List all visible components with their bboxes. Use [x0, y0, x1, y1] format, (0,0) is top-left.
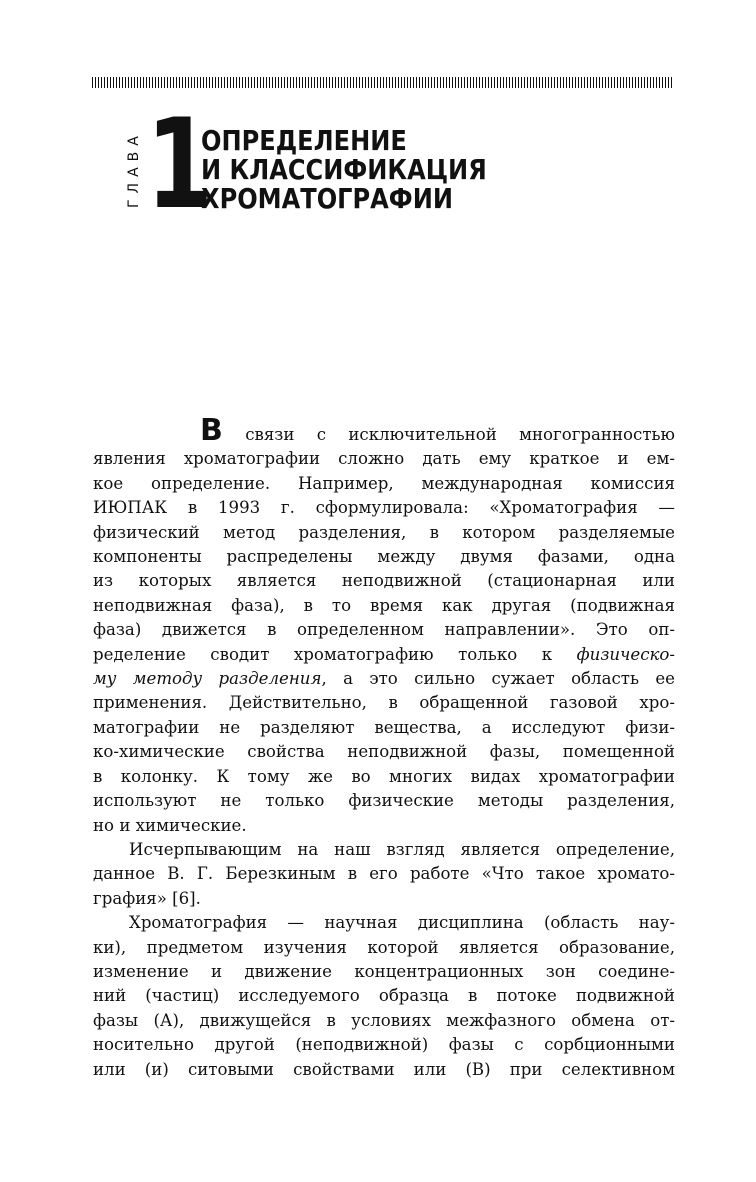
text-line: фазы (А), движущейся в условиях межфазного обмена от- [93, 1010, 675, 1030]
chapter-title-line: И КЛАССИФИКАЦИЯ [201, 153, 487, 186]
chapter-title-line: ОПРЕДЕЛЕНИЕ [201, 124, 407, 157]
text-line: изменение и движение концентрационных зон соедине- [93, 961, 675, 981]
text-line: из которых является неподвижной (стационарная или [93, 571, 675, 591]
body-text [93, 413, 675, 1082]
text-line: матографии не разделяют вещества, а исследуют физи- [93, 717, 675, 737]
text-line: используют не только физические методы разделения, [93, 791, 675, 811]
text-line: применения. Действительно, в обращенной газовой хро- [93, 693, 675, 713]
text-line: компоненты распределены между двумя фазами, одна [93, 547, 675, 567]
text-line: ИЮПАК в 1993 г. сформулировала: «Хроматография — [93, 498, 675, 518]
text-line [93, 643, 675, 667]
drop-cap: В [200, 413, 223, 448]
text-line: фаза) движется в определенном направлении». Это оп- [93, 620, 675, 640]
text-line: ний (частиц) исследуемого образца в потоке подвижной [93, 986, 675, 1006]
top-decorative-rule [92, 77, 674, 88]
text-line: Хроматография — научная дисциплина (область нау- [129, 913, 675, 933]
text-fragment: , а это сильно сужает область ее [321, 669, 675, 689]
emphasis-text: му методу разделения [93, 669, 322, 689]
text-line: графия» [6]. [93, 888, 201, 908]
text-line: носительно другой (неподвижной) фазы с сорбционными [93, 1035, 675, 1055]
text-line [93, 667, 675, 691]
text-line: ко-химические свойства неподвижной фазы, помещенной [93, 742, 675, 762]
text-line: физический метод разделения, в котором разделяемые [93, 522, 675, 542]
text-fragment: связи с исключительной многогранностью [222, 425, 675, 444]
chapter-title-line: ХРОМАТОГРАФИИ [201, 182, 453, 215]
text-line [93, 413, 675, 448]
emphasis-text: физическо- [576, 644, 675, 664]
text-line: неподвижная фаза), в то время как другая (подвижная [93, 595, 675, 615]
text-line: кое определение. Например, международная комиссия [93, 473, 675, 493]
text-line: Исчерпывающим на наш взгляд является определение, [129, 839, 675, 859]
paragraph-3 [93, 911, 675, 1082]
text-line: данное В. Г. Березкиным в его работе «Что такое хромато- [93, 864, 675, 884]
text-line: но и химические. [93, 815, 247, 835]
paragraph-1 [93, 413, 675, 838]
text-fragment: ределение сводит хроматографию только к [93, 644, 577, 664]
text-line: ки), предметом изучения которой является образование, [93, 937, 675, 957]
text-line: или (и) ситовыми свойствами или (В) при селективном [93, 1059, 675, 1079]
chapter-number: 1 [146, 93, 214, 237]
text-line: в колонку. К тому же во многих видах хроматографии [93, 766, 675, 786]
paragraph-2 [93, 838, 675, 911]
chapter-title [201, 126, 661, 213]
text-line: явления хроматографии сложно дать ему краткое и ем- [93, 449, 675, 469]
chapter-label: ГЛАВА [126, 130, 142, 208]
